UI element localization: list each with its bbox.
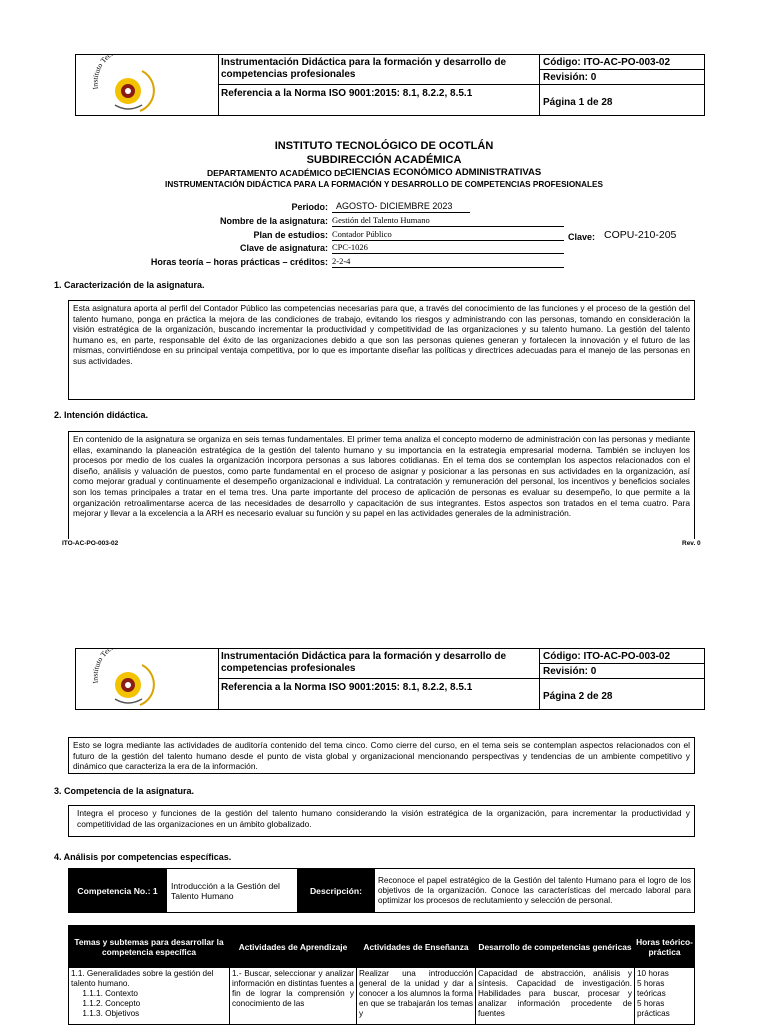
footer-revision: Rev. 0 — [682, 540, 701, 547]
section-2-continued: Esto se logra mediante las actividades de auditoría contenido del tema cinco. Como cierre del curso, en el tema seis se contemplan aspectos relacionados con el futuro de la gestión del talento humano desde el punto de vista global y organizacional mencionando perspectivas y tendencias de un ambiente competitivo y dinámico que caracteriza la era de la información. — [68, 737, 695, 774]
instrumentacion-title: INSTRUMENTACIÓN DIDÁCTICA PARA LA FORMACIÓN Y DESARROLLO DE COMPETENCIAS PROFESIONALES — [165, 180, 603, 189]
doc-code: Código: ITO-AC-PO-003-02 — [540, 649, 704, 664]
descripcion-text: Reconoce el papel estratégico de la Gestión del talento Humano para el logro de los objetivos de la organización. Conoce las características del mercado laboral para optimizar los procesos de reclutamiento y selección de personal. — [375, 869, 695, 913]
clave-asignatura-value: CPC-1026 — [332, 242, 564, 254]
col-header-temas: Temas y subtemas para desarrollar la competencia específica — [69, 926, 230, 968]
descripcion-label: Descripción: — [298, 869, 375, 913]
doc-revision: Revisión: 0 — [540, 664, 704, 679]
page1-header — [75, 54, 705, 116]
doc-code: Código: ITO-AC-PO-003-02 — [540, 55, 704, 70]
norma-reference: Referencia a la Norma ISO 9001:2015: 8.1, 8.2.2, 8.5.1 — [218, 679, 540, 710]
clave-asignatura-label: Clave de asignatura: — [239, 243, 328, 253]
col-header-aprendizaje: Actividades de Aprendizaje — [230, 926, 357, 968]
section-2-text: En contenido de la asignatura se organiza en seis temas fundamentales. El primer tema analiza el concepto moderno de administración con las personas y mediante ellas, examinando la planeación estratégica de la gestión del talento humano y su importancia en la estrategia empresarial moderna. También se incluyen los procesos por medio de los cuales la organización incorpora personas a sus labores cotidianas. En el tema dos se contemplan los aspectos relacionados con el diseño, análisis y valuación de puestos, como parte fundamental en el proceso de asignar y posicionar a las personas en sus actividades en la organización, así como mejorar gradual y continuamente el desempeño organizacional e individual. La contratación y remuneración del personal, los incentivos y beneficios sociales son los temas principales a tratar en el tema tres. Una parte importante del proceso de aplicación de personas es evaluar su desempeño, lo que permite a la organización retroalimentarse acerca de las necesidades de desarrollo y capacitación de sus integrantes. Estos aspectos son tratados en el tema cuatro. Para mejorar y llevar a la excelencia a la ARH es necesario evaluar su función y su papel en las actividades generales de la administración. — [68, 431, 695, 539]
section-4-title: 4. Análisis por competencias específicas. — [54, 852, 232, 862]
svg-text:Instituto Tecnológico: Instituto Tec — [90, 649, 113, 685]
asignatura-label: Nombre de la asignatura: — [219, 216, 328, 226]
table-cell-ensenanza: Realizar una introducción general de la unidad y dar a conocer a los alumnos la forma en que se trabajarán los temas y — [357, 968, 476, 1025]
col-header-horas: Horas teórico-práctica — [635, 926, 695, 968]
page-number: Página 2 de 28 — [543, 691, 613, 702]
periodo-value: AGOSTO- DICIEMBRE 2023 — [332, 201, 470, 213]
table-cell-horas: 10 horas 5 horas teóricas 5 horas prácticas — [635, 968, 695, 1025]
section-1-text: Esta asignatura aporta al perfil del Contador Público las competencias necesarias para que, a través del conocimiento de las funciones y el proceso de la gestión del talento humano, ponga en práctica la mejora de las condiciones de trabajo, evitando los riesgos y administrando con las personas, tomando en consideración la visión estratégica de la organización, buscando incrementar la productividad y competitividad de las organizaciones y su talento humano. La gestión del talento humano es, en parte, responsable del éxito de las organizaciones debido a que son las personas quienes generan y fortalecen la innovación y el futuro de las mismas, convirtiéndose en su principal ventaja competitiva, por lo que es importante diseñar las políticas y directrices adecuadas para el manejo de las personas en sus actividades. — [68, 300, 695, 400]
section-1-title: 1. Caracterización de la asignatura. — [54, 280, 205, 290]
institute-logo — [76, 649, 219, 709]
section-2-title: 2. Intención didáctica. — [54, 410, 149, 420]
section-3-text: Integra el proceso y funciones de la gestión del talento humano considerando la visión estratégica de la organización, para incrementar la productividad y competitividad de las organizaciones en un ámbito globalizado. — [68, 805, 695, 837]
table-cell-temas: 1.1. Generalidades sobre la gestión del talento humano. 1.1.1. Contexto 1.1.2. Concepto 1.1.3. Objetivos — [69, 968, 230, 1025]
col-header-genericas: Desarrollo de competencias genéricas — [476, 926, 635, 968]
col-header-ensenanza: Actividades de Enseñanza — [357, 926, 476, 968]
doc-title: Instrumentación Didáctica para la formación y desarrollo de competencias profesionales — [218, 55, 540, 85]
asignatura-value: Gestión del Talento Humano — [332, 215, 564, 227]
footer-code: ITO-AC-PO-003-02 — [62, 540, 119, 547]
clave-label: Clave: — [568, 232, 596, 242]
institute-logo — [76, 55, 219, 115]
doc-title: Instrumentación Didáctica para la formación y desarrollo de competencias profesionales — [218, 649, 540, 679]
competencia-header-table — [68, 868, 695, 913]
competencia-name: Introducción a la Gestión del Talento Humano — [167, 869, 298, 913]
svg-text:Instituto Tecnológico: Instituto Tec — [90, 55, 113, 91]
institute-title: INSTITUTO TECNOLÓGICO DE OCOTLÁN — [274, 140, 494, 152]
table-cell-aprendizaje: 1.- Buscar, seleccionar y analizar información en distintas fuentes a fin de lograr la comprensión y conocimiento de las — [230, 968, 357, 1025]
page-number: Página 1 de 28 — [543, 97, 613, 108]
table-cell-genericas: Capacidad de abstracción, análisis y síntesis. Capacidad de investigación. Habilidades para buscar, procesar y analizar información procedente de fuentes — [476, 968, 635, 1025]
horas-label: Horas teoría – horas prácticas – créditos: — [150, 257, 328, 267]
department-label: DEPARTAMENTO ACADÉMICO DE — [207, 168, 346, 178]
department-value: CIENCIAS ECONÓMICO ADMINISTRATIVAS — [345, 167, 542, 178]
clave-value: COPU-210-205 — [604, 229, 677, 241]
competencia-number: Competencia No.: 1 — [69, 869, 167, 913]
plan-value: Contador Público — [332, 229, 564, 241]
section-3-title: 3. Competencia de la asignatura. — [54, 786, 195, 796]
periodo-label: Periodo: — [291, 202, 328, 212]
norma-reference: Referencia a la Norma ISO 9001:2015: 8.1, 8.2.2, 8.5.1 — [218, 85, 540, 116]
horas-value: 2-2-4 — [332, 256, 564, 268]
competencias-table — [68, 925, 695, 1025]
subdireccion-title: SUBDIRECCIÓN ACADÉMICA — [306, 154, 462, 166]
page2-header — [75, 648, 705, 710]
plan-label: Plan de estudios: — [253, 230, 328, 240]
doc-revision: Revisión: 0 — [540, 70, 704, 85]
